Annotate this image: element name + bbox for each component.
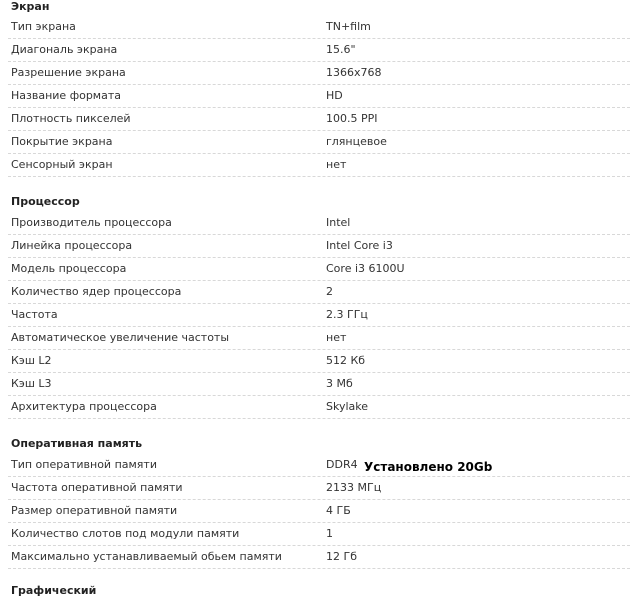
spec-value: 4 ГБ: [326, 504, 351, 517]
spec-value: глянцевое: [326, 135, 387, 148]
spec-value: 512 Кб: [326, 354, 366, 367]
spec-row-ram-max: [8, 546, 630, 569]
spec-row-cpu-frequency: [8, 304, 630, 327]
spec-label: Тип оперативной памяти: [11, 458, 157, 471]
spec-label: Количество слотов под модули памяти: [11, 527, 240, 540]
spec-value: нет: [326, 331, 347, 344]
spec-value: 100.5 PPI: [326, 112, 378, 125]
spec-value: 2133 МГц: [326, 481, 382, 494]
spec-label: Линейка процессора: [11, 239, 133, 252]
spec-row-cpu-vendor: [8, 212, 630, 235]
spec-label: Частота оперативной памяти: [11, 481, 183, 494]
spec-label: Частота: [11, 308, 58, 321]
spec-row-cpu-line: [8, 235, 630, 258]
spec-value: Skylake: [326, 400, 369, 413]
spec-row-cache-l2: [8, 350, 630, 373]
section-title-processor: Процессор: [11, 195, 80, 208]
spec-row-cpu-turbo: [8, 327, 630, 350]
spec-value: 1366x768: [326, 66, 382, 79]
spec-label: Производитель процессора: [11, 216, 172, 229]
spec-label: Сенсорный экран: [11, 158, 113, 171]
section-title-screen: Экран: [11, 0, 50, 13]
spec-label: Максимально устанавливаемый обьем памяти: [11, 550, 282, 563]
spec-label: Плотность пикселей: [11, 112, 131, 125]
spec-row-pixel-density: [8, 108, 630, 131]
spec-value: 2: [326, 285, 333, 298]
spec-row-ram-size: [8, 500, 630, 523]
spec-value: 3 Мб: [326, 377, 353, 390]
section-title-ram: Оперативная память: [11, 437, 143, 450]
spec-label: Тип экрана: [11, 20, 76, 33]
spec-label: Размер оперативной памяти: [11, 504, 178, 517]
spec-label: Покрытие экрана: [11, 135, 113, 148]
spec-label: Автоматическое увеличение частоты: [11, 331, 230, 344]
spec-value: DDR4: [326, 458, 358, 471]
spec-row-screen-resolution: [8, 62, 630, 85]
spec-value: 2.3 ГГц: [326, 308, 368, 321]
spec-row-ram-frequency: [8, 477, 630, 500]
spec-label: Диагональ экрана: [11, 43, 118, 56]
spec-row-screen-type: [8, 16, 630, 39]
spec-label: Архитектура процессора: [11, 400, 157, 413]
spec-row-ram-slots: [8, 523, 630, 546]
spec-row-cpu-model: [8, 258, 630, 281]
spec-value: нет: [326, 158, 347, 171]
spec-label: Кэш L2: [11, 354, 52, 367]
spec-row-screen-diagonal: [8, 39, 630, 62]
spec-label: Модель процессора: [11, 262, 127, 275]
spec-row-cpu-cores: [8, 281, 630, 304]
ram-installed-annotation: Установлено 20Gb: [364, 460, 493, 474]
spec-row-screen-coating: [8, 131, 630, 154]
spec-row-cache-l3: [8, 373, 630, 396]
spec-label: Название формата: [11, 89, 121, 102]
spec-row-format-name: [8, 85, 630, 108]
section-title-graphics: Графический: [11, 584, 97, 597]
spec-value: TN+film: [326, 20, 371, 33]
spec-value: 12 Гб: [326, 550, 357, 563]
spec-label: Разрешение экрана: [11, 66, 126, 79]
spec-row-ram-type: [8, 454, 630, 477]
spec-row-touchscreen: [8, 154, 630, 177]
spec-row-cpu-architecture: [8, 396, 630, 419]
spec-value: Core i3 6100U: [326, 262, 405, 275]
spec-value: 15.6": [326, 43, 356, 56]
spec-value: HD: [326, 89, 343, 102]
spec-label: Количество ядер процессора: [11, 285, 182, 298]
spec-value: 1: [326, 527, 333, 540]
spec-label: Кэш L3: [11, 377, 52, 390]
spec-value: Intel Core i3: [326, 239, 393, 252]
spec-value: Intel: [326, 216, 351, 229]
